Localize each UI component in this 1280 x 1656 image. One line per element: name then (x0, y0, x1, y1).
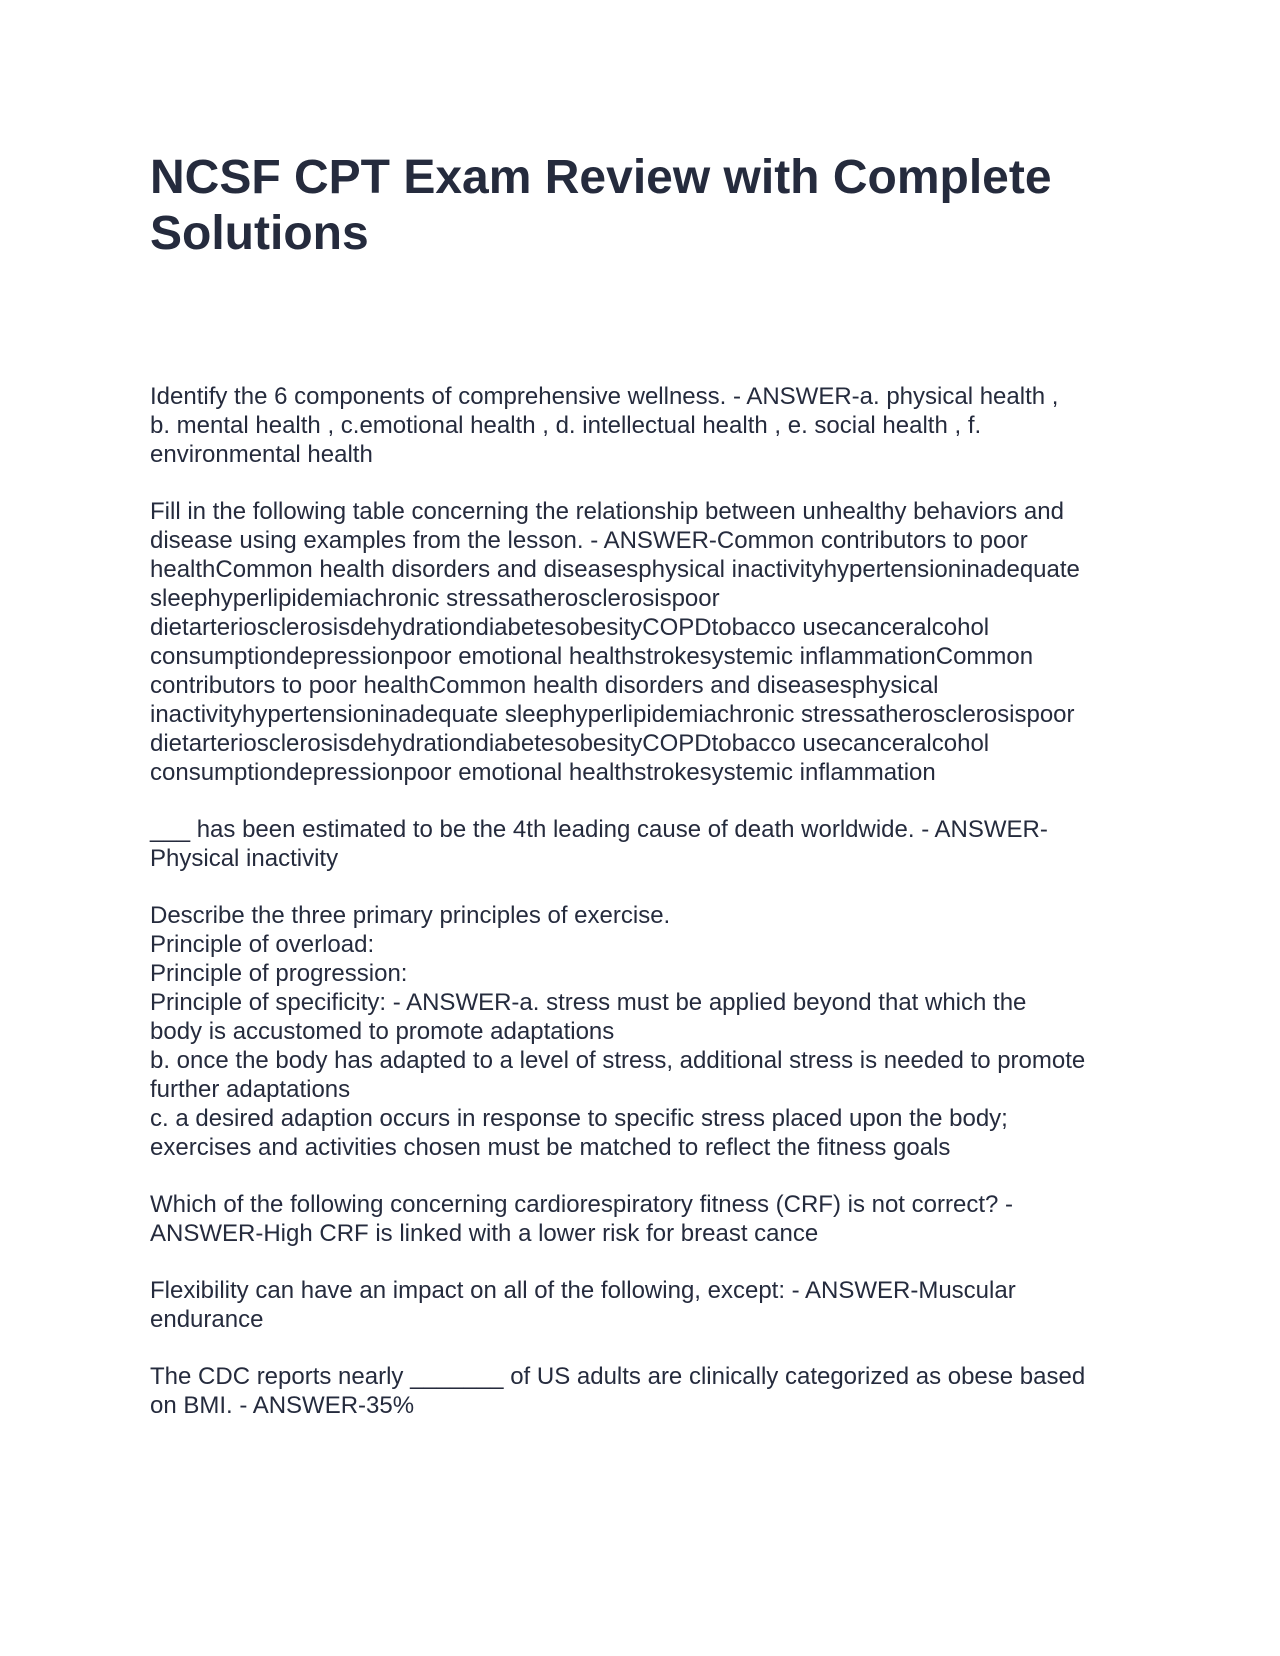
text-line: body is accustomed to promote adaptations (150, 1018, 615, 1045)
document-page (150, 150, 1140, 1448)
text-line: Principle of overload: (150, 931, 375, 958)
qa-item-flexibility (150, 1276, 1140, 1334)
text-line: sleephyperlipidemiachronic stressatherosclerosispoor (150, 585, 720, 612)
text-line: environmental health (150, 441, 373, 468)
text-line: Describe the three primary principles of exercise. (150, 902, 671, 929)
text-line: The CDC reports nearly _______ of US adults are clinically categorized as obese based (150, 1363, 1086, 1390)
text-line: Which of the following concerning cardiorespiratory fitness (CRF) is not correct? - (150, 1191, 1013, 1218)
text-line: dietarteriosclerosisdehydrationdiabetesobesityCOPDtobacco usecanceralcohol (150, 614, 990, 641)
qa-list (150, 382, 1140, 1420)
qa-item-unhealthy-behaviors-table (150, 497, 1140, 787)
text-line: c. a desired adaption occurs in response to specific stress placed upon the body; (150, 1105, 1008, 1132)
qa-item-wellness-components (150, 382, 1140, 469)
qa-item-exercise-principles (150, 901, 1140, 1162)
text-line: contributors to poor healthCommon health disorders and diseasesphysical (150, 672, 939, 699)
text-line: ANSWER-High CRF is linked with a lower risk for breast cance (150, 1220, 819, 1247)
text-line: on BMI. - ANSWER-35% (150, 1392, 415, 1419)
text-line: Physical inactivity (150, 845, 339, 872)
text-line: Fill in the following table concerning the relationship between unhealthy behaviors and (150, 498, 1064, 525)
qa-item-cardiorespiratory-fitness (150, 1190, 1140, 1248)
text-line: b. mental health , c.emotional health , d. intellectual health , e. social health , f. (150, 412, 982, 439)
qa-item-leading-cause-of-death (150, 815, 1140, 873)
text-line: further adaptations (150, 1076, 351, 1103)
text-line: disease using examples from the lesson. - ANSWER-Common contributors to poor (150, 527, 1028, 554)
document-title: NCSF CPT Exam Review with Complete Solutions (150, 151, 1052, 260)
text-line: Flexibility can have an impact on all of the following, except: - ANSWER-Muscular (150, 1277, 1016, 1304)
text-line: inactivityhypertensioninadequate sleephyperlipidemiachronic stressatherosclerosispoor (150, 701, 1075, 728)
text-line: Principle of progression: (150, 960, 408, 987)
text-line: Identify the 6 components of comprehensive wellness. - ANSWER-a. physical health , (150, 383, 1059, 410)
text-line: ___ has been estimated to be the 4th leading cause of death worldwide. - ANSWER- (150, 816, 1048, 843)
qa-item-cdc-obesity (150, 1362, 1140, 1420)
text-line: consumptiondepressionpoor emotional healthstrokesystemic inflammation (150, 759, 936, 786)
text-line: exercises and activities chosen must be matched to reflect the fitness goals (150, 1134, 951, 1161)
text-line: consumptiondepressionpoor emotional healthstrokesystemic inflammationCommon (150, 643, 1034, 670)
text-line: b. once the body has adapted to a level of stress, additional stress is needed to promote (150, 1047, 1086, 1074)
text-line: dietarteriosclerosisdehydrationdiabetesobesityCOPDtobacco usecanceralcohol (150, 730, 990, 757)
text-line: Principle of specificity: - ANSWER-a. stress must be applied beyond that which the (150, 989, 1027, 1016)
text-line: endurance (150, 1306, 264, 1333)
text-line: healthCommon health disorders and diseasesphysical inactivityhypertensioninadequate (150, 556, 1080, 583)
